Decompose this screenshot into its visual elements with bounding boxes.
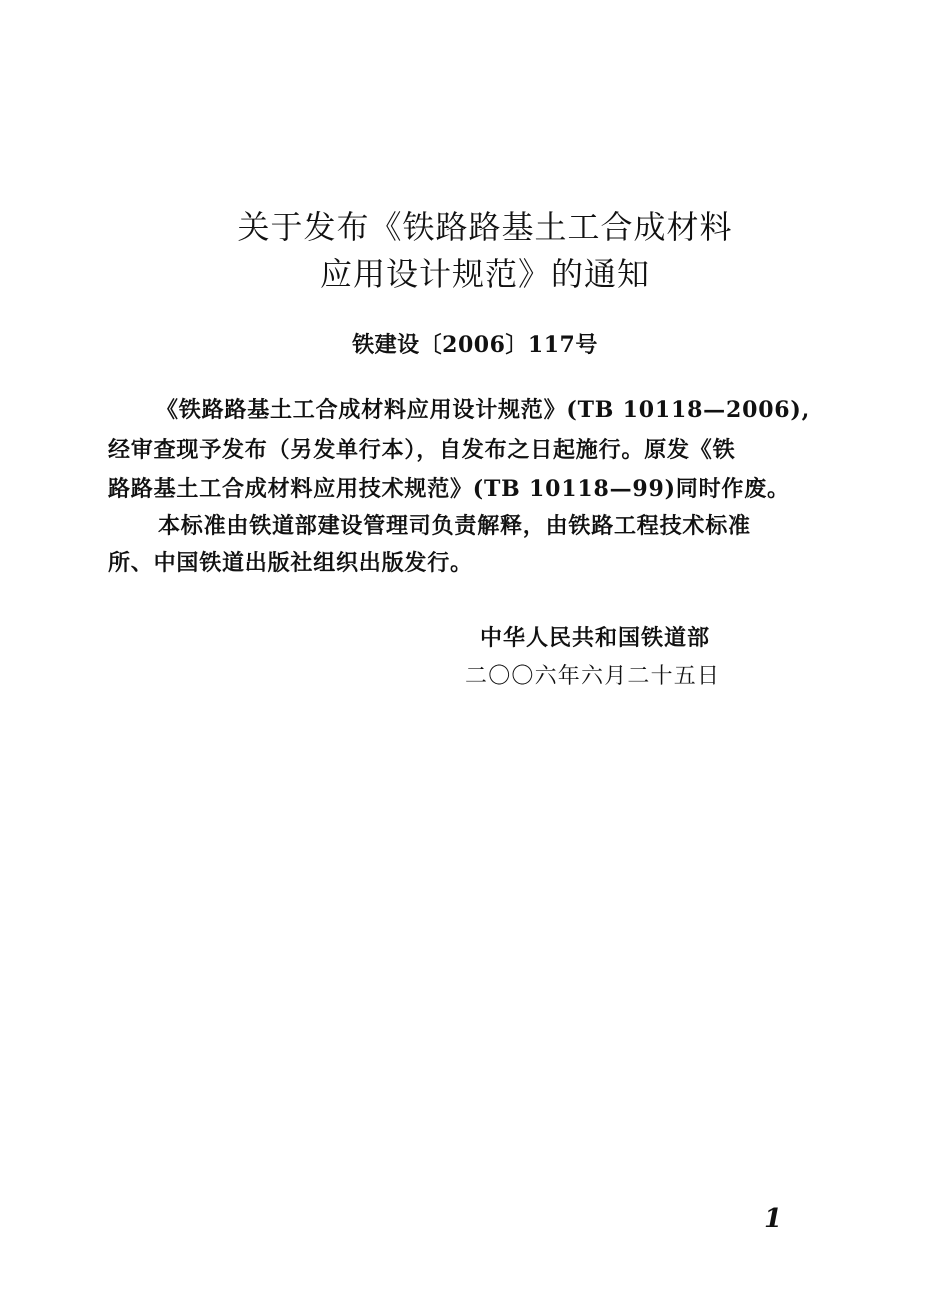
paragraph-1-line-2: 经审查现予发布（另发单行本），自发布之日起施行。原发《铁	[108, 437, 736, 463]
issue-date: 二〇〇六年六月二十五日	[465, 664, 721, 689]
notice-title-line-2: 应用设计规范》的通知	[319, 255, 650, 293]
paragraph-1-line-3: 路路基土工合成材料应用技术规范》(TB 10118—99)同时作废。	[108, 476, 790, 502]
paragraph-1-line-1: 《铁路路基土工合成材料应用设计规范》(TB 10118—2006),	[156, 397, 811, 423]
paragraph-2-line-1: 本标准由铁道部建设管理司负责解释，由铁路工程技术标准	[158, 513, 751, 539]
notice-title-line-1: 关于发布《铁路路基土工合成材料	[237, 208, 733, 246]
issuing-authority: 中华人民共和国铁道部	[480, 625, 711, 651]
page-number: 1	[764, 1204, 783, 1234]
paragraph-2-line-2: 所、中国铁道出版社组织出版发行。	[108, 550, 473, 576]
document-number: 铁建设〔2006〕117号	[352, 332, 598, 358]
